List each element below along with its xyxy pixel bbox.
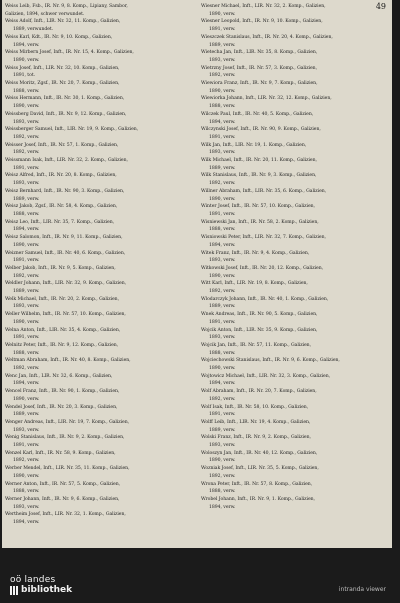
entry-line: 1893, verw. [13, 504, 40, 510]
entry-line: 1891, verw. [209, 27, 236, 33]
entry-line: Wietrzny Josef, Inft., IR. Nr. 57, 3. Komp., Galizien, [201, 65, 318, 71]
entry-line: 1890, verw. [209, 366, 236, 372]
entry-line: Wilczek Paul, Inft., IR. Nr. 40, 5. Komp., Galizien, [201, 111, 314, 117]
entry-line: 1894, verw. [209, 242, 236, 248]
entry-line: 1888, verw. [13, 350, 40, 356]
entry-line: 1889, verwundet. [13, 27, 54, 33]
entry-line: Wertheim Josef, Inft., LIR. Nr. 32, 1. Komp., Galizien, [5, 512, 126, 518]
entry-line: Wisniowski Peter, Inft., LIR. Nr. 32, 7. Komp., Galizien, [201, 235, 326, 241]
entry-line: 1892, verw. [13, 134, 40, 140]
entry-line: 1892, verw. [209, 181, 236, 187]
entry-line: 1890, verw. [13, 104, 40, 110]
entry-line: Weisz Jakob, Zgsf., IR. Nr. 58, 4. Komp., Galizien, [5, 204, 118, 210]
entry-line: 1894, verw. [209, 119, 236, 125]
entry-line: Wiesner Leopold, Inft., IR. Nr. 9, 10. Komp., Galizien, [201, 19, 323, 25]
entry-line: 1893, verw. [13, 304, 40, 310]
entry-line: Weizner Samuel, Inft., IR. Nr. 40, 6. Komp., Galizien, [5, 250, 126, 256]
entry-line: Wozniak Josef, Inft., LIR. Nr. 35, 5. Komp., Galizien, [201, 466, 319, 472]
entry-line: Galizien, 1894, schwer verwundet. [5, 11, 85, 17]
entry-line: Weiss Hermann, Inft., IR. Nr. 30, 1. Komp., Galizien, [5, 96, 125, 102]
entry-line: Wenc Jan, Inft., LIR. Nr. 32, 6. Komp., Galizien, [5, 373, 113, 379]
entry-line: 1890, verw. [209, 11, 236, 17]
logo-bars-icon [10, 586, 18, 595]
entry-line: 1889, verw. [13, 412, 40, 418]
entry-line: Weiss Karl, Kdt., IR. Nr. 9, 10. Komp., Galizien, [5, 34, 113, 40]
entry-line: 1891, verw. [13, 335, 40, 341]
entry-line: Wilczynski Josef, Inft., IR. Nr. 90, 9. Komp., Galizien, [201, 127, 321, 133]
entry-line: 1890, verw. [13, 57, 40, 63]
entry-line: 1888, verw. [13, 88, 40, 94]
entry-line: 1890, verw. [13, 473, 40, 479]
entry-line: 1894, verw. [13, 227, 40, 233]
entry-line: 1893, verw. [13, 119, 40, 125]
entry-line: Welnitz Peter, Inft., IR. Nr. 9, 12. Komp., Galizien, [5, 342, 119, 348]
entry-line: Wencel Franz, Inft., IR. Nr. 90, 1. Komp., Galizien, [5, 389, 120, 395]
right-column [201, 3, 387, 545]
brand-line-2: bibliothek [21, 585, 73, 595]
entry-line: Wnek Andreas, Inft., IR. Nr. 90, 5. Komp., Galizien, [201, 312, 318, 318]
entry-line: Weltman Abraham, Inft., IR. Nr. 40, 8. Komp., Galizien, [5, 358, 131, 364]
entry-line: Weiss Adolf, Inft., LIR. Nr. 32, 11. Komp., Galizien, [5, 19, 121, 25]
entry-line: Wojtowicz Michael, Inft., LIR. Nr. 32, 3. Komp., Galizien, [201, 373, 331, 379]
entry-line: Werner Anton, Inft., IR. Nr. 57, 5. Komp., Galizien, [5, 481, 121, 487]
entry-line: 1892, verw. [209, 396, 236, 402]
entry-line: Welber Jakob, Inft., IR. Nr. 9, 5. Komp., Galizien, [5, 265, 116, 271]
entry-line: Wisniewski Jan, Inft., IR. Nr. 58, 2. Komp., Galizien, [201, 219, 319, 225]
entry-line: Wojcik Jan, Inft., IR. Nr. 57, 11. Komp., Galizien, [201, 342, 311, 348]
entry-line: 1888, verw. [209, 350, 236, 356]
entry-line: Wrona Peter, Inft., IR. Nr. 57, 8. Komp., Galizien, [201, 481, 313, 487]
entry-line: 1890, verw. [13, 396, 40, 402]
left-column [5, 3, 191, 545]
entry-line: 1892, verw. [209, 473, 236, 479]
page-number: 49 [375, 2, 386, 11]
entry-line: Weisz Alfred, Inft., IR. Nr. 20, 8. Komp., Galizien, [5, 173, 117, 179]
entry-line: Wiewiora Franz, Inft., IR. Nr. 9, 7. Komp., Galizien, [201, 81, 318, 87]
entry-line: 1890, verw. [209, 273, 236, 279]
entry-line: 1888, verw. [209, 489, 236, 495]
entry-line: 1894, verw. [13, 520, 40, 526]
entry-line: Wojciechowski Stanislaus, Inft., IR. Nr. 9, 6. Komp., Galizien, [201, 358, 340, 364]
entry-line: Wenzel Karl, Inft., IR. Nr. 58, 9. Komp., Galizien, [5, 450, 116, 456]
entry-line: 1892, verw. [13, 366, 40, 372]
entry-line: 1892, verw. [13, 273, 40, 279]
brand-line-1: oö landes [10, 575, 56, 585]
entry-line: 1894, verw. [209, 504, 236, 510]
entry-line: Wolf Isak, Inft., IR. Nr. 58, 10. Komp., Galizien, [201, 404, 309, 410]
entry-line: 1891, verw. [209, 211, 236, 217]
entry-line: Wietecha Jan, Inft., LIR. Nr. 35, 8. Komp., Galizien, [201, 50, 318, 56]
entry-line: Wolski Franz, Inft., IR. Nr. 9, 2. Komp., Galizien, [201, 435, 311, 441]
entry-line: Weisz Salomon, Inft., IR. Nr. 9, 11. Komp., Galizien, [5, 235, 123, 241]
entry-line: Witt Karl, Inft., LIR. Nr. 19, 8. Komp., Galizien, [201, 281, 308, 287]
entry-line: 1893, verw. [209, 335, 236, 341]
entry-line: 1891, verw. [13, 258, 40, 264]
entry-line: Wilk Jan, Inft., LIR. Nr. 19, 1. Komp., Galizien, [201, 142, 307, 148]
entry-line: Welk Michael, Inft., IR. Nr. 20, 2. Komp., Galizien, [5, 296, 119, 302]
entry-line: Weiss Josef, Inft., LIR. Nr. 32, 10. Komp., Galizien, [5, 65, 120, 71]
entry-line: Winter Josef, Inft., IR. Nr. 57, 10. Komp., Galizien, [201, 204, 315, 210]
entry-line: 1894, verw. [13, 381, 40, 387]
entry-line: Wlodarczyk Johann, Inft., IR. Nr. 40, 1. Komp., Galizien, [201, 296, 329, 302]
entry-line: Wieszczek Stanislaus, Inft., IR. Nr. 20, 4. Komp., Galizien, [201, 34, 333, 40]
entry-line: 1894, verw. [209, 381, 236, 387]
entry-line: 1893, verw. [209, 57, 236, 63]
entry-line: 1888, verw. [209, 104, 236, 110]
entry-line: 1893, verw. [13, 181, 40, 187]
entry-line: 1893, verw. [209, 150, 236, 156]
entry-line: 1890, verw. [13, 242, 40, 248]
entry-line: 1894, verw. [13, 42, 40, 48]
entry-line: Witkowski Josef, Inft., IR. Nr. 20, 12. Komp., Galizien, [201, 265, 324, 271]
entry-line: Weisser Josef, Inft., IR. Nr. 57, 1. Komp., Galizien, [5, 142, 119, 148]
entry-line: Wolff Leib, Inft., LIR. Nr. 19, 4. Komp., Galizien, [201, 419, 311, 425]
entry-line: 1889, verw. [209, 427, 236, 433]
entry-line: Witek Franz, Inft., IR. Nr. 9, 4. Komp., Galizien, [201, 250, 310, 256]
entry-line: Weisz Bernhard, Inft., IR. Nr. 90, 3. Komp., Galizien, [5, 188, 125, 194]
entry-line: 1890, verw. [13, 319, 40, 325]
entry-line: Wojcik Anton, Inft., LIR. Nr. 35, 9. Komp., Galizien, [201, 327, 318, 333]
entry-line: 1891, verw. [209, 319, 236, 325]
entry-line: Werner Johann, Inft., IR. Nr. 9, 6. Komp., Galizien, [5, 497, 120, 502]
entry-line: Wiesner Michael, Inft., LIR. Nr. 32, 2. Komp., Galizien, [201, 4, 326, 9]
entry-line: 1890, verw. [209, 196, 236, 202]
entry-line: 1890, verw. [209, 88, 236, 94]
entry-line: 1888, verw. [13, 211, 40, 217]
entry-line: Weissmann Isak, Inft., LIR. Nr. 32, 2. Komp., Galizien, [5, 158, 128, 164]
entry-line: Wolf Abraham, Inft., IR. Nr. 20, 7. Komp., Galizien, [201, 389, 317, 395]
entry-line: Wilk Michael, Inft., IR. Nr. 20, 11. Komp., Galizien, [201, 158, 317, 164]
entry-line: Weiss Moritz, Zgsf., IR. Nr. 20, 7. Komp., Galizien, [5, 81, 120, 87]
entry-line: 1891, tot. [13, 73, 36, 79]
entry-line: Werber Mendel, Inft., LIR. Nr. 35, 11. Komp., Galizien, [5, 466, 130, 472]
entry-line: 1890, verw. [209, 458, 236, 464]
entry-line: 1889, verw. [209, 165, 236, 171]
entry-line: 1891, verw. [13, 443, 40, 449]
entry-line: 1889, verw. [13, 196, 40, 202]
entry-line: 1892, verw. [13, 150, 40, 156]
entry-line: Weissberg David, Inft., IR. Nr. 9, 12. Komp., Galizien, [5, 111, 127, 117]
entry-line: Willner Abraham, Inft., LIR. Nr. 35, 6. Komp., Galizien, [201, 188, 327, 194]
entry-line: Weldler Johann, Inft., LIR. Nr. 32, 9. Komp., Galizien, [5, 281, 127, 287]
entry-line: 1893, verw. [209, 258, 236, 264]
entry-line: 1889, verw. [13, 289, 40, 295]
entry-line: Weissberger Samuel, Inft., LIR. Nr. 19, 9. Komp., Galizien, [5, 127, 139, 133]
entry-line: Weisz Leo, Inft., LIR. Nr. 35, 7. Komp., Galizien, [5, 219, 115, 225]
entry-line: Weiss Mirbern Josef, Inft., IR. Nr. 15, 4. Komp., Galizien, [5, 50, 134, 56]
entry-line: Wrobel Johann, Inft., IR. Nr. 9, 1. Komp., Galizien, [201, 497, 315, 502]
entry-line: Weiss Leib, Fsb., IR. Nr. 9, 8. Komp., Lipiany, Sambor, [5, 4, 128, 9]
entry-line: 1893, verw. [209, 443, 236, 449]
entry-line: 1891, verw. [209, 412, 236, 418]
entry-line: 1891, verw. [13, 165, 40, 171]
entry-line: 1888, verw. [209, 227, 236, 233]
entry-line: 1893, verw. [13, 427, 40, 433]
viewer-name: intranda viewer [338, 586, 386, 593]
entry-line: Woloszyn Jan, Inft., IR. Nr. 40, 12. Komp., Galizien, [201, 450, 318, 456]
entry-line: Welna Anton, Inft., LIR. Nr. 35, 4. Komp., Galizien, [5, 327, 121, 333]
entry-line: 1892, verw. [209, 289, 236, 295]
entry-line: 1889, verw. [209, 42, 236, 48]
entry-line: Wenger Andreas, Inft., LIR. Nr. 19, 7. Komp., Galizien, [5, 419, 130, 425]
entry-line: 1891, verw. [209, 134, 236, 140]
entry-line: 1892, verw. [209, 73, 236, 79]
entry-line: Wiewiorka Johann, Inft., LIR. Nr. 32, 12. Komp., Galizien, [201, 96, 332, 102]
entry-line: Wenig Stanislaus, Inft., IR. Nr. 9, 2. Komp., Galizien, [5, 435, 125, 441]
entry-line: 1892, verw. [13, 458, 40, 464]
library-logo[interactable] [10, 575, 72, 595]
entry-line: Weller Wilhelm, Inft., IR. Nr. 57, 10. Komp., Galizien, [5, 312, 126, 318]
entry-line: 1888, verw. [13, 489, 40, 495]
entry-line: 1889, verw. [209, 304, 236, 310]
entry-line: Wilk Stanislaus, Inft., IR. Nr. 9, 3. Komp., Galizien, [201, 173, 317, 179]
entry-line: Wendel Josef, Inft., IR. Nr. 20, 3. Komp., Galizien, [5, 404, 118, 410]
document-page [2, 0, 392, 548]
